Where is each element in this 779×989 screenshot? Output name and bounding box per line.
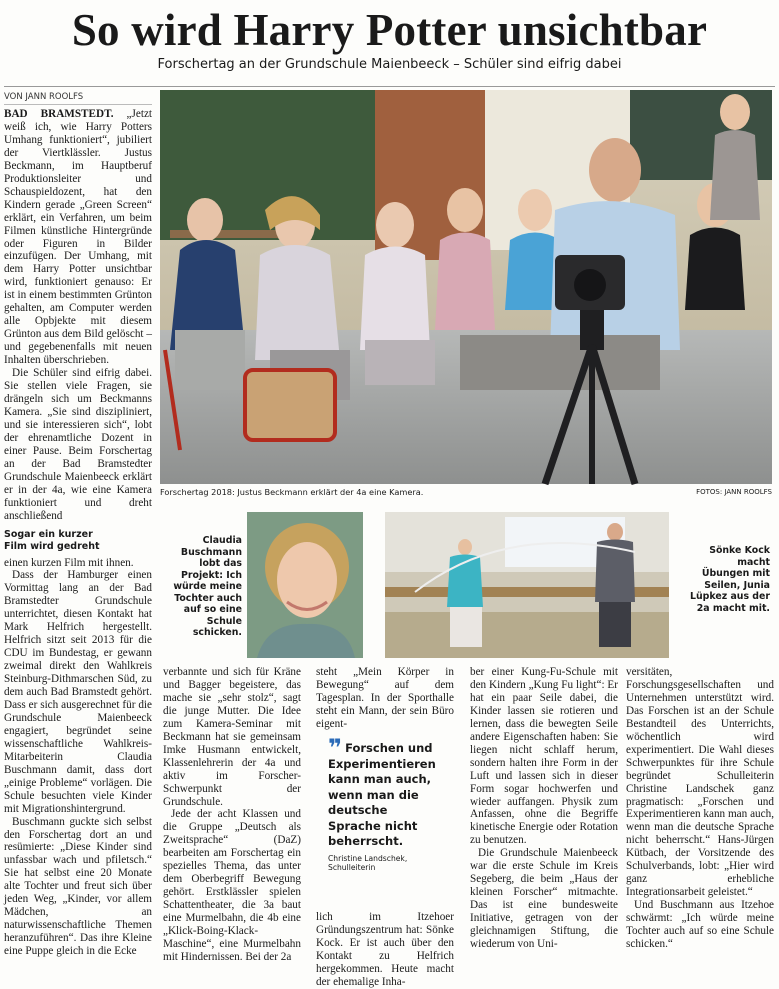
subheadline: Forschertag an der Grundschule Maienbeeck – Schüler sind eifrig dabei [157, 57, 622, 72]
paragraph: Jede der acht Klassen und die Gruppe „Deutsch als Zweitsprache“ (DaZ) bearbeiten am Forschertag ein spezielles Thema, das unter dem Oberbegriff Bewegung gehört. Erstklässler spielen Schattentheater, die 3a baut eine Murmelbahn, die 4b eine „Klick-Boing-Klack-Maschine“, eine Murmelbahn mit Hindernissen. Bei der 2a [163, 808, 301, 963]
claudia-photo-caption: Claudia Buschmann lobt das Projekt: Ich würde meine Tochter auch auf so eine Schule schicken. [173, 535, 242, 638]
quote-author: Christine Landschek, Schulleiterin [328, 853, 408, 872]
article-column-3 [316, 666, 454, 730]
sport-photo [385, 512, 669, 658]
paragraph: Dass der Hamburger einen Vormittag lang an der Bad Bramstedter Grundschule unterrichtet, diesen Kontakt hat Mark Helfrich hergestellt. Helfrich sitzt seit 2013 für die CDU im Bundestag, er gewann zweimal direkt den Wahlkreis Steinburg-Dithmarschen Süd, zu dem auch Bad Bramstedt gehört. Dass er sich ausgerechnet für die Grundschule Maienbeeck engagiert, begründet seine wissenschaftliche Wahlkreis-Mitarbeiterin Claudia Buschmann damit, dass dort „einige Probleme“ vorlägen. Die Schule besuchten viele Kinder mit Migrationshintergrund. [4, 569, 152, 815]
paragraph: steht „Mein Körper in Bewegung“ auf dem Tagesplan. In der Sporthalle steht ein Mann, der sein Büro eigent- [316, 666, 454, 730]
paragraph: „Jetzt weiß ich, wie Harry Potters Umhang funktioniert“, jubiliert der Viertklässler. Justus Beckmann, im Hauptberuf Produktionsleiter und Schauspieldozent, hat den Kindern gerade „Green Screen“ erklärt, ein Verfahren, um beim Filmen künstliche Hintergründe oder Figuren in Bilder einzufügen. Der Umhang, mit dem Harry Potter unsichtbar wird, funktioniert genauso: Er ist in einem bestimmten Grünton gehalten, am Computer werden alle Opbjekte mit diesem Grünton aus dem Bild gelöscht – und gegebenenfalls mit neuen Inhalten überschrieben. [4, 108, 153, 367]
main-photo [160, 90, 772, 484]
divider [4, 86, 775, 87]
paragraph: Die Schüler sind eifrig dabei. Sie stellen viele Fragen, sie drängeln sich um Beckmanns Kamera. „Sie sind diszipliniert, und sie interessieren sich“, lobt der ehrenamtliche Dozent in einer Pause. Beim Forschertag an der Bad Bramstedter Grundschule Maienbeeck erklärt er in der 4a, wie eine Kamera funktioniert und dreht anschließend [4, 367, 152, 522]
photo-credit: FOTOS: JANN ROOLFS [696, 488, 772, 496]
paragraph: lich im Itzehoer Gründungszentrum hat: Sönke Kock. Er ist auch über den Kontakt zu Helfrich hergekommen. Heute macht der ehemalige Inha- [316, 911, 454, 988]
paragraph: einen kurzen Film mit ihnen. [4, 556, 134, 569]
article-column-3b [316, 911, 454, 988]
section-subtitle: Sogar ein kurzer Film wird gedreht [4, 528, 100, 552]
paragraph: versitäten, Forschungsgesellschaften und Unternehmen unterstützt wird. Das Forschen ist an der Schule Bestandteil des Unterrichts, wöchentlich wird experimentiert. Die Wahl dieses Schwerpunktes für ihre Schule begründet Schulleiterin Christine Landschek ganz pragmatisch: „Forschen und Experimentieren kann man auch, wenn man die deutsche Sprache nicht beherrscht.“ Hans-Jürgen Kütbach, der Vorsitzende des Schulverbands, lobt: „Hier wird ganz erhebliche Integrationsarbeit geleistet.“ [626, 666, 774, 899]
article-column-4 [470, 666, 618, 950]
paragraph: verbannte und sich für Kräne und Bagger begeistere, das mache sie „sehr stolz“, sagt die junge Mutter. Die Idee zum Kamera-Seminar mit Beckmann hat sie gemeinsam Imke Husmann entwickelt, Klassenlehrerin der 4a und aktiv im Forscher-Schwerpunkt der Grundschule. [163, 666, 301, 808]
paragraph: ber einer Kung-Fu-Schule mit den Kindern „Kung Fu light“: Er hat ein paar Seile dabei, die Kinder lassen sie rotieren und lernen, dass die bewegten Seile andere Eigenschaften haben: Sie liegen nicht schlaff herum, sondern halten ihre Form in der Luft und lassen sich in dieser Form sogar hochwerfen und wieder auffangen. Physik zum Anfassen, ohne die Begriffe kinetische Energie oder Rotation zu benutzen. [470, 666, 618, 847]
article-column-1 [4, 108, 153, 958]
quote-mark-icon: ❞ [328, 734, 343, 762]
gym-photo [385, 512, 669, 658]
dateline: BAD BRAMSTEDT. [4, 108, 114, 120]
sport-photo-caption: Sönke Kock macht Übungen mit Seilen, Junia Lüpkez aus der 2a macht mit. [690, 545, 770, 614]
main-photo-caption: Forschertag 2018: Justus Beckmann erklärt der 4a eine Kamera. [160, 487, 424, 497]
paragraph: Und Buschmann aus Itzehoe schwärmt: „Ich würde meine Tochter auch auf so eine Schule schicken.“ [626, 899, 774, 951]
pull-quote: ❞ Forschen und Experimentieren kann man auch, wenn man die deutsche Sprache nicht beherrscht. Christine Landschek, Schulleiterin [328, 741, 443, 872]
byline: VON JANN ROOLFS [4, 92, 84, 102]
divider [4, 104, 152, 105]
portrait-photo [247, 512, 363, 658]
classroom-photo [160, 90, 772, 484]
headline: So wird Harry Potter unsichtbar [71, 5, 708, 55]
claudia-photo [247, 512, 363, 658]
article-column-2 [163, 666, 301, 963]
paragraph: Die Grundschule Maienbeeck war die erste Schule im Kreis Segeberg, die beim „Haus der kleinen Forscher“ mitmachte. Das ist eine bundesweite Initiative, getragen von der gleichnamigen Stiftung, die wiederum von Uni- [470, 847, 618, 951]
paragraph: Buschmann guckte sich selbst den Forschertag dort an und resümierte: „Diese Kinder sind unfassbar wach und pfiletsch.“ Sie hat selbst eine 20 Monate alte Tochter und freut sich über jeden Weg, „Kinder, vor allem Mädchen, an naturwissenschaftliche Themen heranzuführen“. Das ihre Kleine eine Puppe gleich in die Ecke [4, 815, 152, 958]
article-column-5 [626, 666, 774, 950]
